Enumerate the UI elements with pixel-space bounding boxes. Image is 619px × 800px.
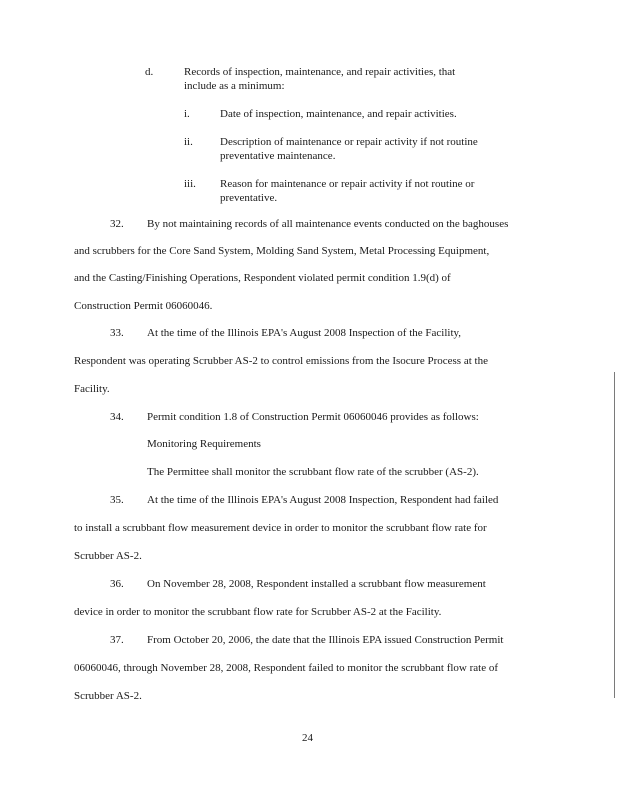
paragraph-33-number: 33. bbox=[110, 327, 124, 339]
subitem-ii-line-2: preventative maintenance. bbox=[220, 150, 336, 162]
paragraph-32-line-2: and scrubbers for the Core Sand System, Molding Sand System, Metal Processing Equipment, bbox=[74, 245, 490, 257]
item-d-line-2: include as a minimum: bbox=[184, 80, 285, 92]
quote-text: The Permittee shall monitor the scrubbant flow rate of the scrubber (AS-2). bbox=[147, 466, 479, 478]
item-d-line-1: Records of inspection, maintenance, and repair activities, that bbox=[184, 66, 456, 78]
paragraph-35-line-1: At the time of the Illinois EPA's August 2008 Inspection, Respondent had failed bbox=[147, 494, 499, 506]
paragraph-33-line-3: Facility. bbox=[74, 383, 110, 395]
paragraph-37-line-2: 06060046, through November 28, 2008, Respondent failed to monitor the scrubbant flow rate of bbox=[74, 662, 499, 674]
subitem-i-marker: i. bbox=[184, 108, 190, 120]
subitem-iii-line-1: Reason for maintenance or repair activity if not routine or bbox=[220, 178, 475, 190]
paragraph-37-number: 37. bbox=[110, 634, 124, 646]
subitem-iii-marker: iii. bbox=[184, 178, 196, 190]
paragraph-36-number: 36. bbox=[110, 578, 124, 590]
paragraph-36-line-1: On November 28, 2008, Respondent installed a scrubbant flow measurement bbox=[147, 578, 486, 590]
page-number: 24 bbox=[302, 732, 313, 744]
paragraph-34-number: 34. bbox=[110, 411, 124, 423]
subitem-i-line-1: Date of inspection, maintenance, and repair activities. bbox=[220, 108, 457, 120]
paragraph-32-number: 32. bbox=[110, 218, 124, 230]
paragraph-32-line-4: Construction Permit 06060046. bbox=[74, 300, 213, 312]
paragraph-34-line-1: Permit condition 1.8 of Construction Permit 06060046 provides as follows: bbox=[147, 411, 479, 423]
paragraph-35-line-2: to install a scrubbant flow measurement device in order to monitor the scrubbant flow rate for bbox=[74, 522, 487, 534]
item-d-marker: d. bbox=[145, 66, 154, 78]
scan-edge-line bbox=[614, 372, 615, 698]
paragraph-37-line-3: Scrubber AS-2. bbox=[74, 690, 142, 702]
subitem-iii-line-2: preventative. bbox=[220, 192, 278, 204]
paragraph-32-line-1: By not maintaining records of all maintenance events conducted on the baghouses bbox=[147, 218, 509, 230]
paragraph-37-line-1: From October 20, 2006, the date that the Illinois EPA issued Construction Permit bbox=[147, 634, 504, 646]
quote-heading: Monitoring Requirements bbox=[147, 438, 261, 450]
subitem-ii-line-1: Description of maintenance or repair activity if not routine bbox=[220, 136, 478, 148]
paragraph-33-line-1: At the time of the Illinois EPA's August 2008 Inspection of the Facility, bbox=[147, 327, 462, 339]
subitem-ii-marker: ii. bbox=[184, 136, 193, 148]
paragraph-36-line-2: device in order to monitor the scrubbant flow rate for Scrubber AS-2 at the Facility. bbox=[74, 606, 442, 618]
paragraph-35-number: 35. bbox=[110, 494, 124, 506]
paragraph-35-line-3: Scrubber AS-2. bbox=[74, 550, 142, 562]
paragraph-32-line-3: and the Casting/Finishing Operations, Respondent violated permit condition 1.9(d) of bbox=[74, 272, 451, 284]
paragraph-33-line-2: Respondent was operating Scrubber AS-2 to control emissions from the Isocure Process at the bbox=[74, 355, 488, 367]
